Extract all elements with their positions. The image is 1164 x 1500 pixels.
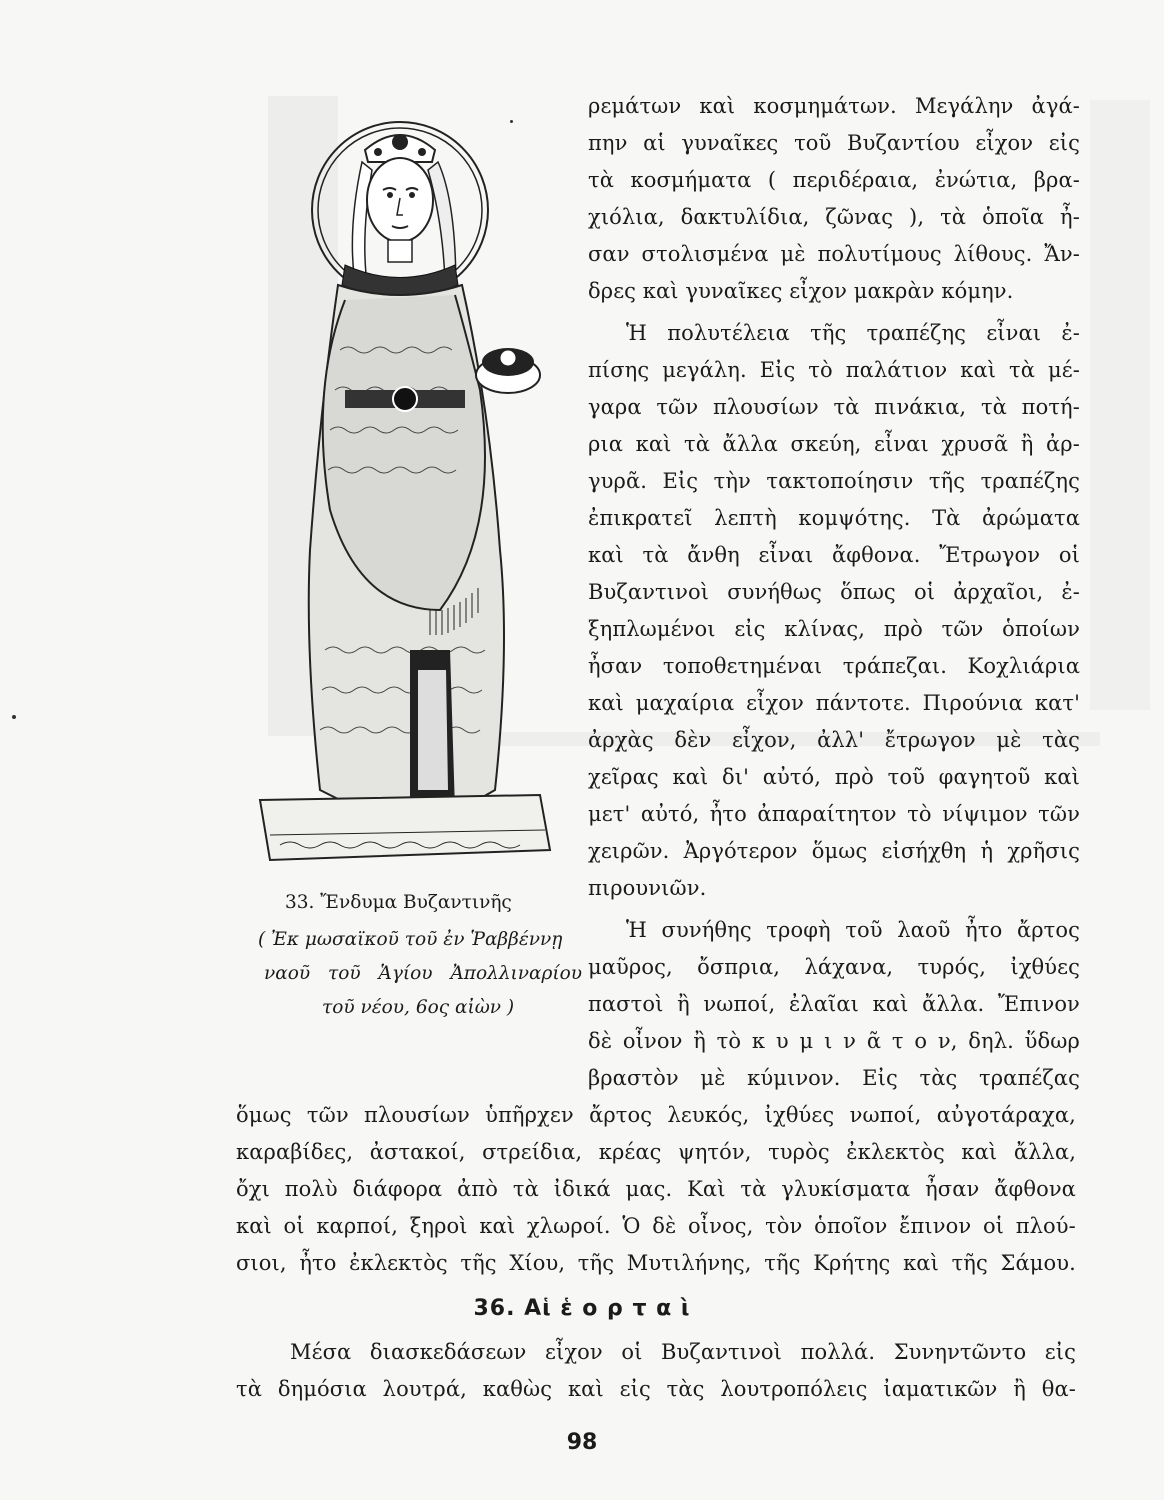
text-line: ὅμως τῶν πλουσίων ὑπῆρχεν ἄρτος λευκός, ἰχθύες νωποί, αὐγοτάραχα, [236, 1103, 1076, 1127]
text-line: καὶ τὰ ἄνθη εἶναι ἄφθονα. Ἔτρωγον οἱ [588, 543, 1080, 567]
bleed-through-right-panel [1090, 100, 1150, 710]
text-line: δρες καὶ γυναῖκες εἶχον μακρὰν κόμην. [588, 279, 1014, 303]
text-line: χιόλια, δακτυλίδια, ζῶνας ), τὰ ὁποῖα ἦ- [588, 205, 1080, 229]
text-line: πην αἱ γυναῖκες τοῦ Βυζαντίου εἶχον εἰς [588, 131, 1080, 155]
text-line: μαῦρος, ὄσπρια, λάχανα, τυρός, ἰχθύες [588, 955, 1080, 979]
figure-caption-source-1: ( Ἐκ μωσαϊκοῦ τοῦ ἐν Ῥαββέννῃ [258, 929, 563, 950]
text-line: Ἡ συνήθης τροφὴ τοῦ λαοῦ ἦτο ἄρτος [626, 918, 1080, 942]
text-line: ρεμάτων καὶ κοσμημάτων. Μεγάλην ἀγά- [588, 94, 1080, 118]
figure-illustration [250, 90, 580, 880]
page-number: 98 [566, 1430, 598, 1455]
figure-caption-title: 33. Ἔνδυμα Βυζαντινῆς [285, 892, 512, 913]
section-heading: 36. Αἱ ἑ ο ρ τ α ὶ [473, 1296, 691, 1321]
text-line: δὲ οἶνον ἢ τὸ κ υ μ ι ν ᾶ τ ο ν, δηλ. ὕδωρ [588, 1029, 1080, 1053]
text-line: γαρα τῶν πλουσίων τὰ πινάκια, τὰ ποτή- [588, 395, 1080, 419]
text-line: ρια καὶ τὰ ἄλλα σκεύη, εἶναι χρυσᾶ ἢ ἀρ- [588, 432, 1080, 456]
text-line: παστοὶ ἢ νωποί, ἐλαῖαι καὶ ἄλλα. Ἔπινον [588, 992, 1080, 1016]
byzantine-empress-illustration [250, 90, 580, 880]
text-line: Βυζαντινοὶ συνήθως ὅπως οἱ ἀρχαῖοι, ἐ- [588, 580, 1080, 604]
text-line: ξηπλωμένοι εἰς κλίνας, πρὸ τῶν ὁποίων [588, 617, 1080, 641]
text-line: χειρῶν. Ἀργότερον ὅμως εἰσήχθη ἡ χρῆσις [588, 839, 1080, 863]
text-line: ἐπικρατεῖ λεπτὴ κομψότης. Τὰ ἀρώματα [588, 506, 1080, 530]
text-line: σαν στολισμένα μὲ πολυτίμους λίθους. Ἄν- [588, 242, 1080, 266]
text-line: καραβίδες, ἀστακοί, στρείδια, κρέας ψητόν, τυρὸς ἐκλεκτὸς καὶ ἄλλα, [236, 1140, 1076, 1164]
text-line: πίσης μεγάλη. Εἰς τὸ παλάτιον καὶ τὰ μέ- [588, 358, 1080, 382]
text-line: καὶ οἱ καρποί, ξηροὶ καὶ χλωροί. Ὁ δὲ οἶνος, τὸν ὁποῖον ἔπινον οἱ πλού- [236, 1214, 1076, 1238]
text-line: πιρουνιῶν. [588, 876, 707, 900]
text-line: τὰ δημόσια λουτρά, καθὼς καὶ εἰς τὰς λουτροπόλεις ἰαματικῶν ἢ θα- [236, 1377, 1076, 1401]
text-line: γυρᾶ. Εἰς τὴν τακτοποίησιν τῆς τραπέζης [588, 469, 1080, 493]
text-line: τὰ κοσμήματα ( περιδέραια, ἐνώτια, βρα- [588, 168, 1080, 192]
text-line: ὄχι πολὺ διάφορα ἀπὸ τὰ ἰδικά μας. Καὶ τὰ γλυκίσματα ἦσαν ἄφθονα [236, 1177, 1076, 1201]
speck [12, 715, 16, 719]
text-line: Μέσα διασκεδάσεων εἶχον οἱ Βυζαντινοὶ πολλά. Συνηντῶντο εἰς [290, 1340, 1076, 1364]
text-line: σιοι, ἦτο ἐκλεκτὸς τῆς Χίου, τῆς Μυτιλήνης, τῆς Κρήτης καὶ τῆς Σάμου. [236, 1251, 1076, 1275]
text-line: Ἡ πολυτέλεια τῆς τραπέζης εἶναι ἐ- [626, 321, 1080, 345]
text-line: καὶ μαχαίρια εἶχον πάντοτε. Πιρούνια κατ' [588, 691, 1080, 715]
text-line: ἀρχὰς δὲν εἶχον, ἀλλ' ἔτρωγον μὲ τὰς [588, 728, 1080, 752]
figure-caption-source-2: ναοῦ τοῦ Ἁγίου Ἀπολλιναρίου [264, 963, 583, 984]
speck [510, 120, 513, 123]
text-line: ἦσαν τοποθετημέναι τράπεζαι. Κοχλιάρια [588, 654, 1080, 678]
text-line: βραστὸν μὲ κύμινον. Εἰς τὰς τραπέζας [588, 1066, 1080, 1090]
text-line: χεῖρας καὶ δι' αὐτό, πρὸ τοῦ φαγητοῦ καὶ [588, 765, 1080, 789]
figure-caption-source-3: τοῦ νέου, 6ος αἰὼν ) [322, 997, 515, 1018]
text-line: μετ' αὐτό, ἦτο ἀπαραίτητον τὸ νίψιμον τῶν [588, 802, 1080, 826]
